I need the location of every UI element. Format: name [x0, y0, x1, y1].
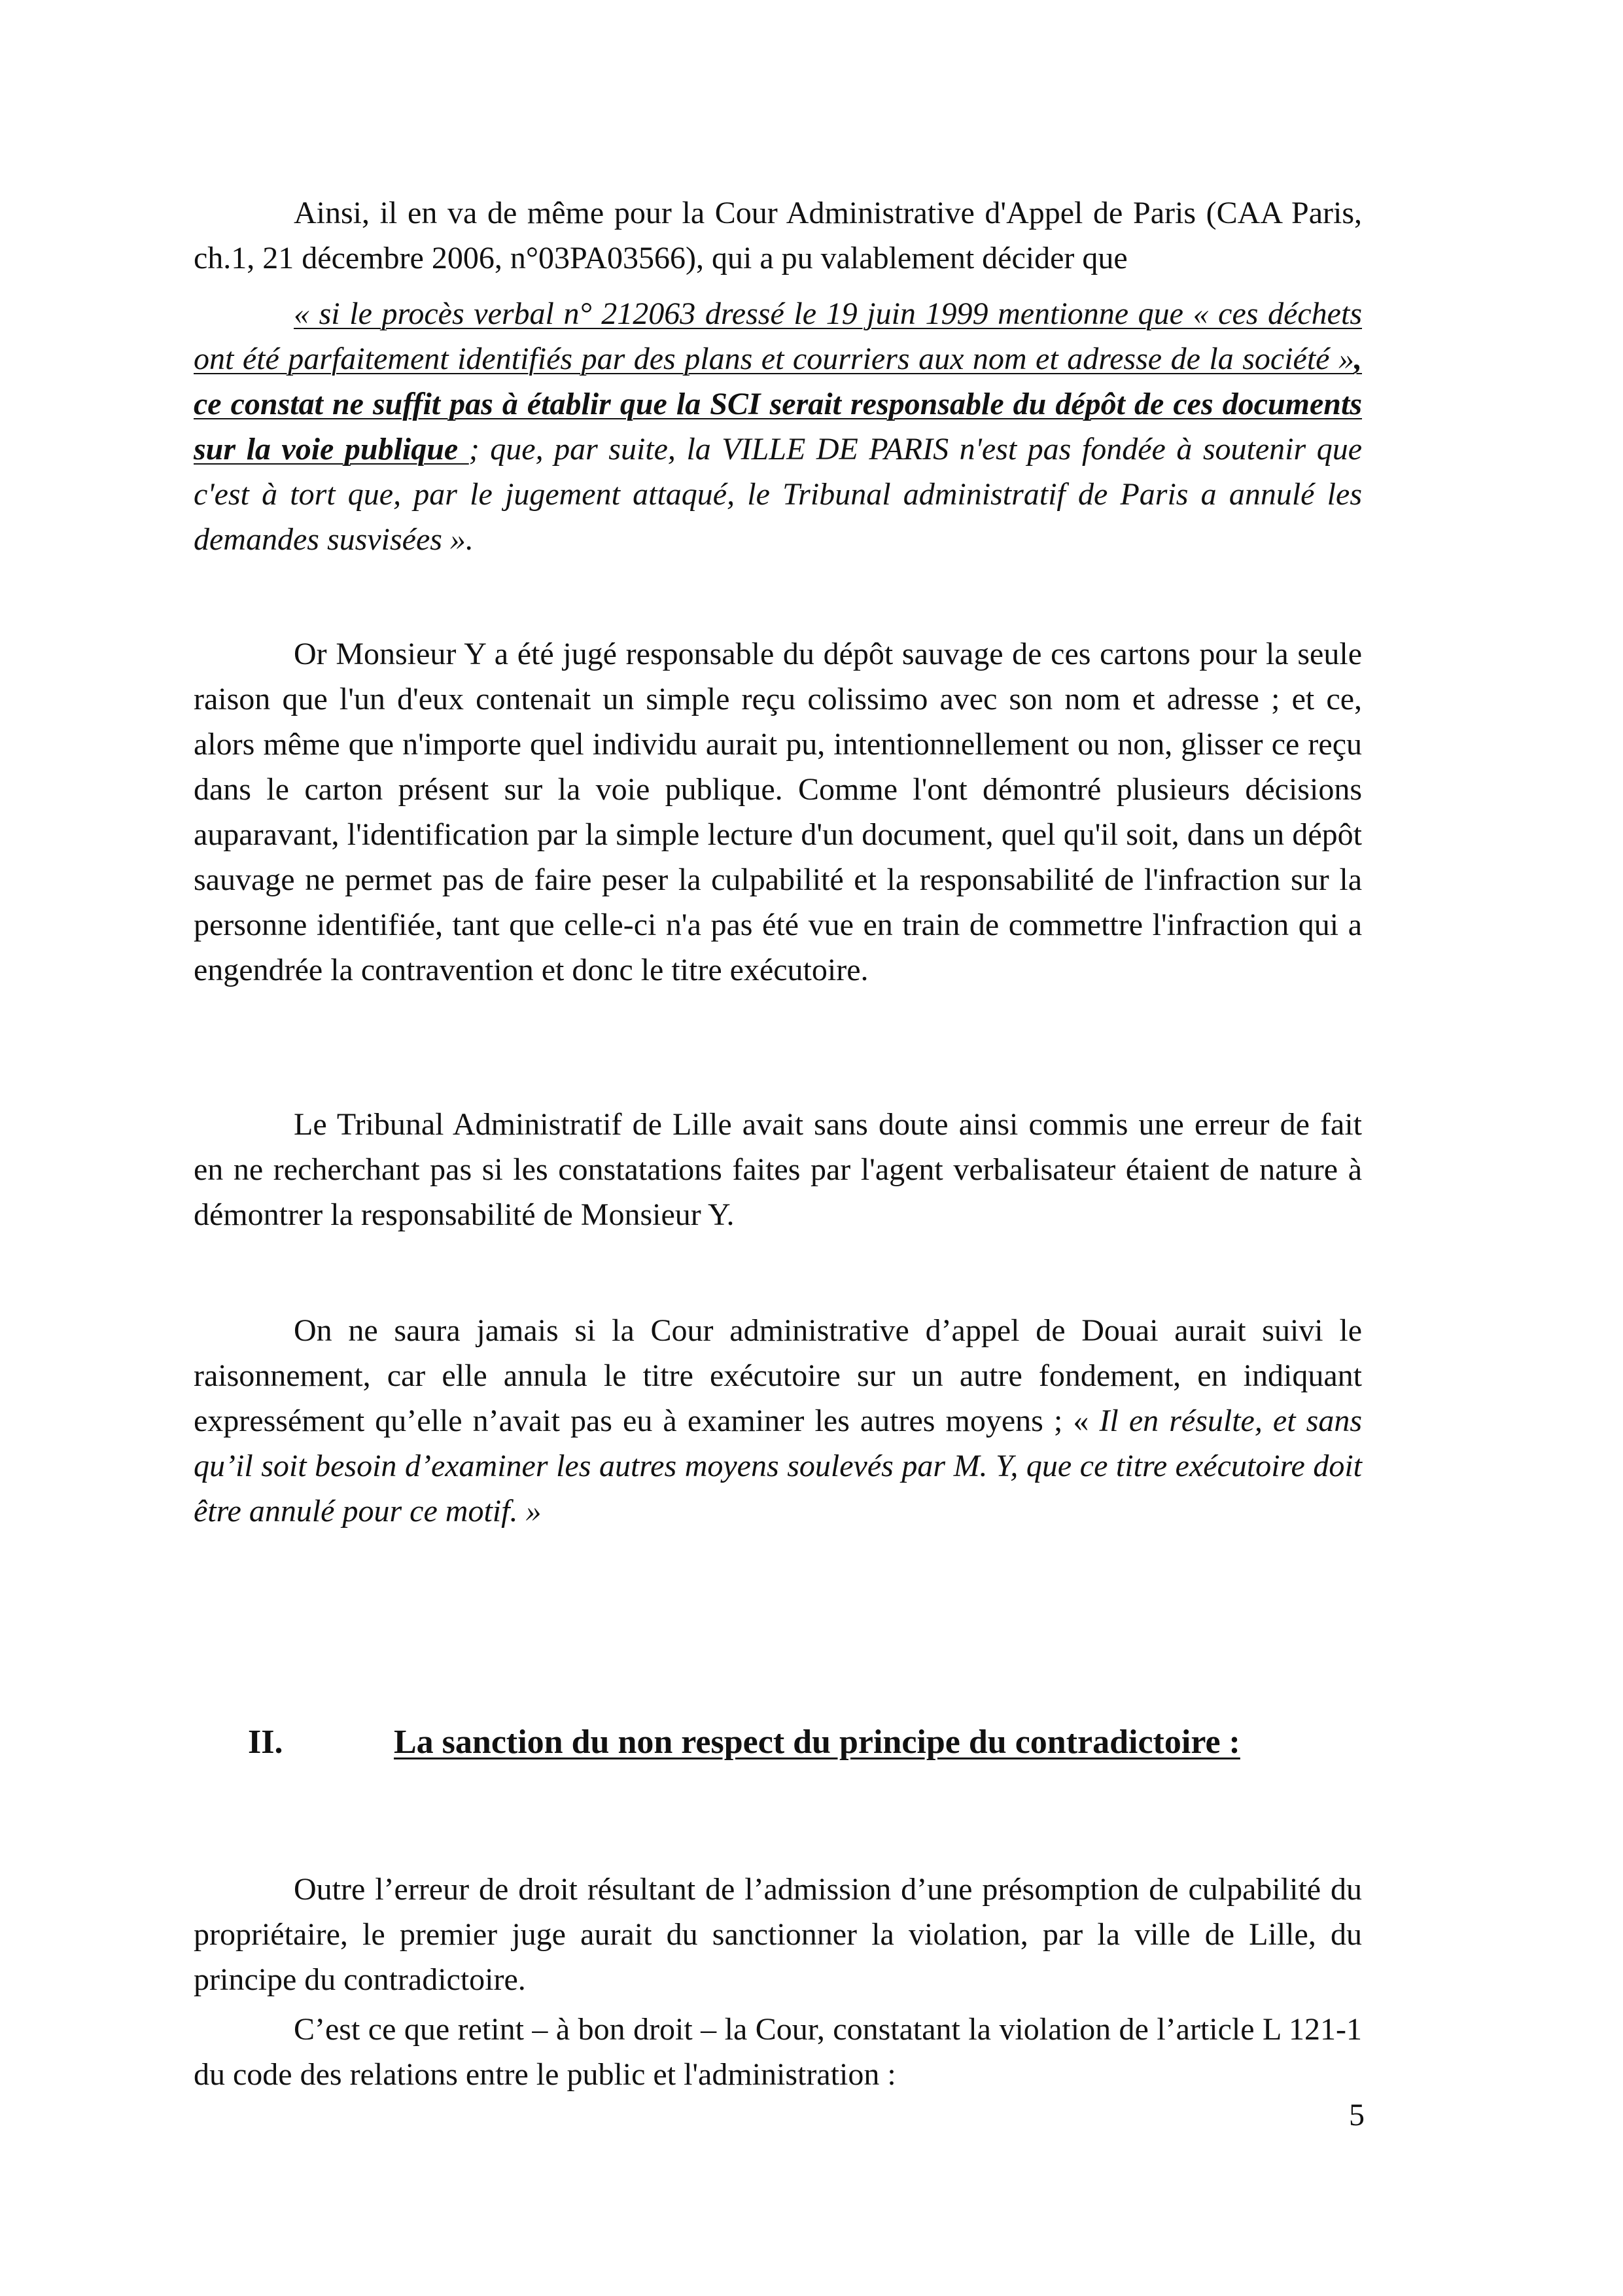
paragraph-caa-paris: Ainsi, il en va de même pour la Cour Administrative d'Appel de Paris (CAA Paris, ch.1, 21 décembre 2006, n°03PA03566), qui a pu valablement décider que [194, 196, 1362, 275]
douai-text: On ne saura jamais si la Cour administrative d’appel de Douai aurait suivi le raisonnement, car elle annula le titre exécutoire sur un autre fondement, en indiquant expressément qu’elle n’avait pas eu à examiner les autres moyens ; « [194, 1313, 1362, 1438]
quote-caa-paris [194, 291, 1362, 562]
paragraph-tribunal-lille: Le Tribunal Administratif de Lille avait sans doute ainsi commis une erreur de fait en ne recherchant pas si les constatations faites par l'agent verbalisateur étaient de nature à démontrer la responsabilité de Monsieur Y. [194, 1107, 1362, 1232]
paragraph-cour-douai [194, 1308, 1362, 1534]
paragraph-erreur-droit: Outre l’erreur de droit résultant de l’admission d’une présomption de culpabilité du propriétaire, le premier juge aurait du sanctionner la violation, par la ville de Lille, du principe du contradictoire. [194, 1872, 1362, 1997]
paragraph-article-l121: C’est ce que retint – à bon droit – la Cour, constatant la violation de l’article L 121-1 du code des relations entre le public et l'administration : [194, 2012, 1362, 2092]
quote-rest-text: ; que, par suite, la VILLE DE PARIS n'est pas fondée à soutenir que c'est à tort que, par le jugement attaqué, le Tribunal administratif de Paris a annulé les demandes susvisées ». [194, 432, 1363, 557]
paragraph-monsieur-y: Or Monsieur Y a été jugé responsable du dépôt sauvage de ces cartons pour la seule raison que l'un d'eux contenait un simple reçu colissimo avec son nom et adresse ; et ce, alors même que n'importe quel individu aurait pu, intentionnellement ou non, glisser ce reçu dans le carton présent sur la voie publique. Comme l'ont démontré plusieurs décisions auparavant, l'identification par la simple lecture d'un document, quel qu'il soit, dans un dépôt sauvage ne permet pas de faire peser la culpabilité et la responsabilité de l'infraction sur la personne identifiée, tant que celle-ci n'a pas été vue en train de commettre l'infraction qui a engendrée la contravention et donc le titre exécutoire. [194, 637, 1362, 987]
quote-underlined-text: « si le procès verbal n° 212063 dressé le 19 juin 1999 mentionne que « ces déchets ont été parfaitement identifiés par des plans et courriers aux nom et adresse de la société » [194, 296, 1362, 376]
section-title: La sanction du non respect du principe du contradictoire : [394, 1723, 1240, 1761]
section-number: II. [248, 1723, 283, 1761]
douai-quote: Il en résulte, et sans qu’il soit besoin d’examiner les autres moyens soulevés par M. Y, que ce titre exécutoire doit être annulé pour ce motif. » [194, 1404, 1363, 1528]
quote-bold-text: , ce constat ne suffit pas à établir que la SCI serait responsable du dépôt de ces documents sur la voie publique [194, 342, 1362, 467]
page-number: 5 [1349, 2098, 1365, 2132]
